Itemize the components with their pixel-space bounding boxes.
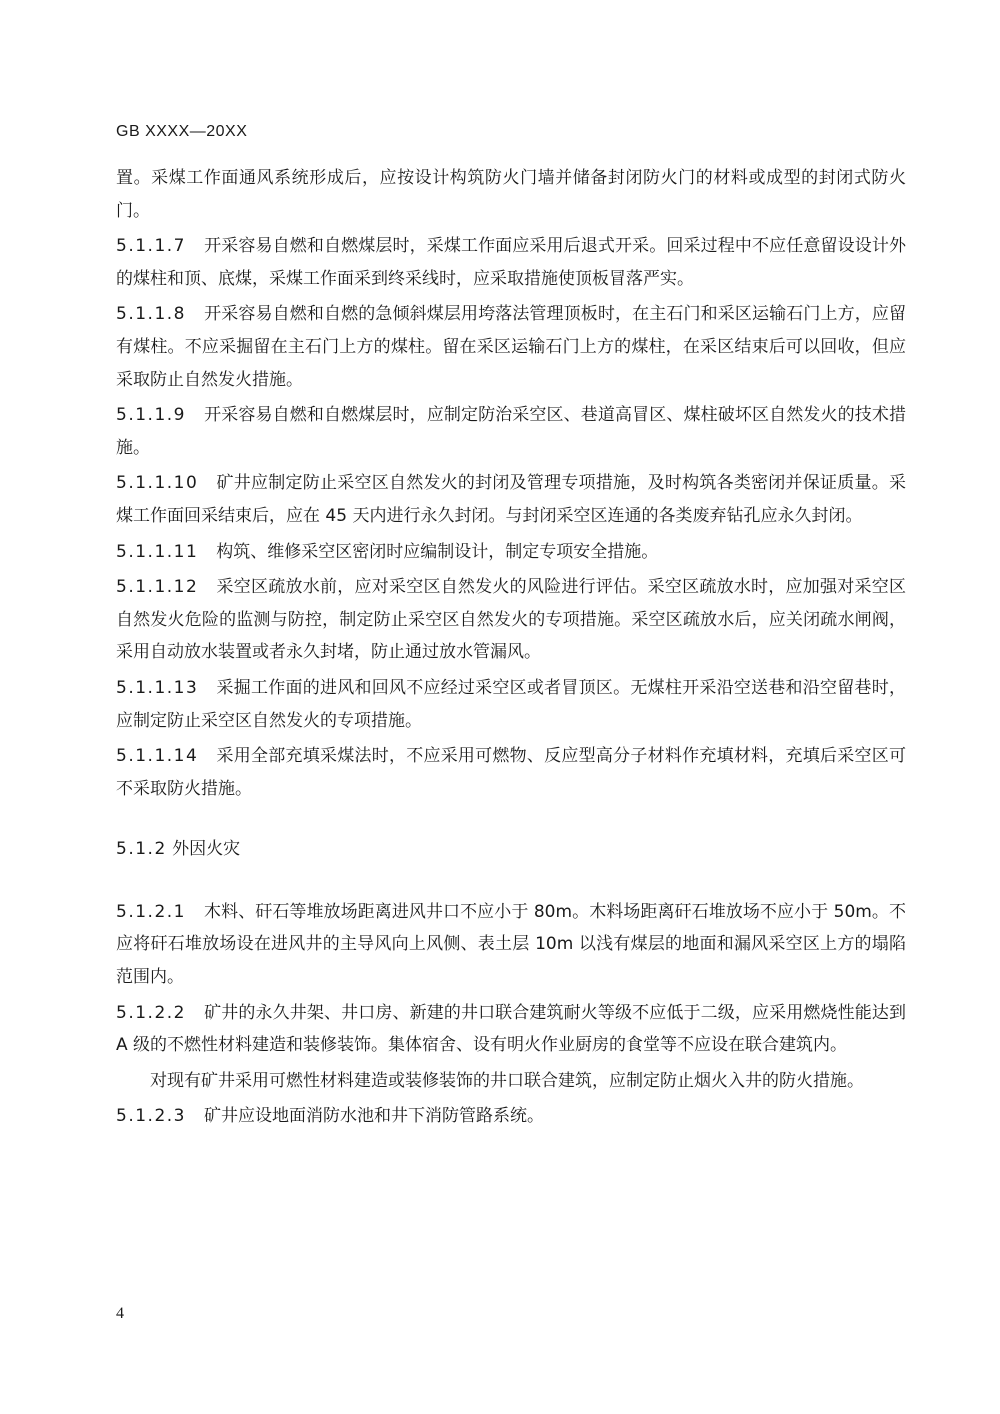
paragraph-text: 置。采煤工作面通风系统形成后，应按设计构筑防火门墙并储备封闭防火门的材料或成型的封闭式防火门。 bbox=[116, 168, 906, 221]
clause-5-1-1-10 bbox=[116, 467, 906, 532]
clause-number: 5.1.1.9 bbox=[116, 405, 186, 426]
clause-number: 5.1.2.1 bbox=[116, 901, 186, 922]
clause-text: 构筑、维修采空区密闭时应编制设计，制定专项安全措施。 bbox=[216, 541, 659, 562]
clause-5-1-1-9 bbox=[116, 399, 906, 464]
clause-5-1-2-3 bbox=[116, 1100, 906, 1133]
section-heading bbox=[116, 833, 906, 866]
clause-5-1-1-14 bbox=[116, 740, 906, 805]
section-title: 外因火灾 bbox=[172, 839, 241, 860]
clause-5-1-1-13 bbox=[116, 672, 906, 737]
clause-number: 5.1.2.2 bbox=[116, 1002, 186, 1023]
clause-number: 5.1.2.3 bbox=[116, 1106, 186, 1127]
standard-code-header: GB XXXX—20XX bbox=[116, 123, 248, 140]
clause-text: 开采容易自燃和自燃煤层时，应制定防治采空区、巷道高冒区、煤柱破坏区自然发火的技术措施。 bbox=[116, 405, 906, 458]
clause-number: 5.1.1.8 bbox=[116, 304, 186, 325]
clause-text: 采空区疏放水前，应对采空区自然发火的风险进行评估。采空区疏放水时，应加强对采空区自然发火危险的监测与防控，制定防止采空区自然发火的专项措施。采空区疏放水后，应关闭疏水闸阀，采用自动放水装置或者永久封堵，防止通过放水管漏风。 bbox=[116, 577, 906, 663]
clause-text: 矿井应设地面消防水池和井下消防管路系统。 bbox=[203, 1106, 544, 1127]
clause-5-1-2-2 bbox=[116, 997, 906, 1062]
clause-5-1-1-8 bbox=[116, 298, 906, 396]
clause-text: 采掘工作面的进风和回风不应经过采空区或者冒顶区。无煤柱开采沿空送巷和沿空留巷时，应制定防止采空区自然发火的专项措施。 bbox=[116, 677, 906, 731]
document-body bbox=[116, 162, 906, 1136]
paragraph-text: 对现有矿井采用可燃性材料建造或装修装饰的井口联合建筑，应制定防止烟火入井的防火措施。 bbox=[150, 1070, 864, 1091]
page-number: 4 bbox=[116, 1305, 124, 1322]
paragraph-continued bbox=[116, 162, 906, 227]
clause-text: 矿井应制定防止采空区自然发火的封闭及管理专项措施，及时构筑各类密闭并保证质量。采煤工作面回采结束后，应在 45 天内进行永久封闭。与封闭采空区连通的各类废弃钻孔应永久封闭。 bbox=[116, 473, 906, 526]
clause-number: 5.1.1.11 bbox=[116, 541, 199, 562]
clause-5-1-1-11 bbox=[116, 536, 906, 569]
clause-number: 5.1.1.13 bbox=[116, 677, 199, 698]
clause-5-1-1-12 bbox=[116, 571, 906, 669]
clause-text: 木料、矸石等堆放场距离进风井口不应小于 80m。木料场距离矸石堆放场不应小于 50m。不应将矸石堆放场设在进风井的主导风向上风侧、表土层 10m 以浅有煤层的地面和漏风采空区上方的塌陷范围内。 bbox=[116, 901, 906, 988]
clause-text: 开采容易自燃和自燃煤层时，采煤工作面应采用后退式开采。回采过程中不应任意留设设计外的煤柱和顶、底煤，采煤工作面采到终采线时，应采取措施使顶板冒落严实。 bbox=[116, 236, 906, 289]
clause-number: 5.1.1.10 bbox=[116, 473, 199, 494]
clause-text: 开采容易自燃和自燃的急倾斜煤层用垮落法管理顶板时，在主石门和采区运输石门上方，应留有煤柱。不应采掘留在主石门上方的煤柱。留在采区运输石门上方的煤柱，在采区结束后可以回收，但应采取防止自然发火措施。 bbox=[116, 304, 906, 390]
paragraph-indented bbox=[116, 1065, 906, 1098]
clause-number: 5.1.1.12 bbox=[116, 577, 199, 598]
clause-5-1-2-1 bbox=[116, 896, 906, 994]
clause-5-1-1-7 bbox=[116, 230, 906, 295]
section-number: 5.1.2 bbox=[116, 839, 167, 860]
clause-text: 采用全部充填采煤法时，不应采用可燃物、反应型高分子材料作充填材料，充填后采空区可不采取防火措施。 bbox=[116, 746, 906, 799]
clause-number: 5.1.1.7 bbox=[116, 236, 186, 257]
clause-number: 5.1.1.14 bbox=[116, 746, 199, 767]
clause-text: 矿井的永久井架、井口房、新建的井口联合建筑耐火等级不应低于二级，应采用燃烧性能达到 A 级的不燃性材料建造和装修装饰。集体宿舍、设有明火作业厨房的食堂等不应设在联合建筑内。 bbox=[116, 1002, 906, 1056]
